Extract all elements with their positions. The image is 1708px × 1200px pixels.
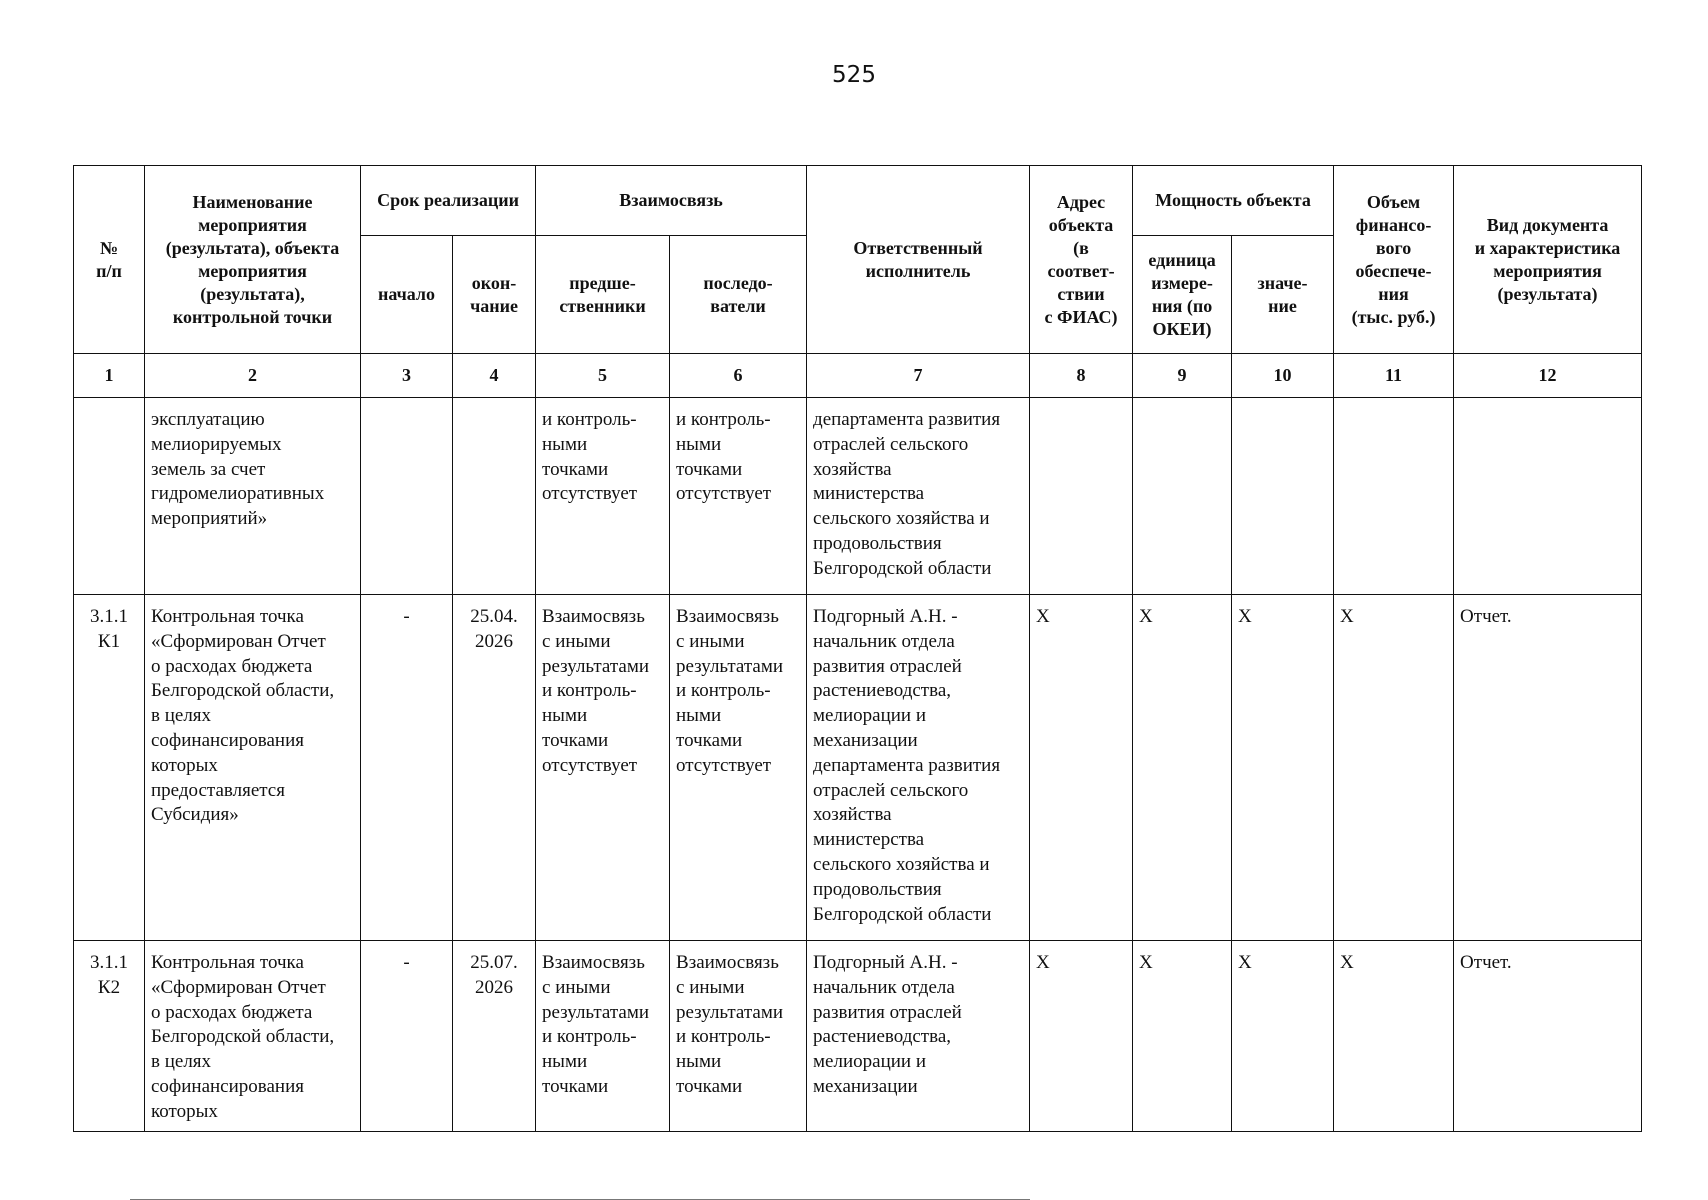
column-number: 1 — [74, 354, 145, 398]
header-address: Адрес объекта (в соответ- ствии с ФИАС) — [1030, 166, 1133, 354]
row-responsible: департамента развития отраслей сельского хозяйства министерства сельского хозяйства и продовольствия Белгородской области — [807, 398, 1030, 595]
row-address — [1030, 398, 1133, 595]
header-successors: последо- ватели — [670, 236, 807, 354]
row-start — [361, 398, 453, 595]
header-number: № п/п — [74, 166, 145, 354]
header-relation: Взаимосвязь — [536, 166, 807, 236]
column-numbers-row — [74, 354, 1642, 398]
header-capacity: Мощность объекта — [1133, 166, 1334, 236]
row-number — [74, 398, 145, 595]
row-predecessors: Взаимосвязь с иными результатами и контроль- ными точками — [536, 941, 670, 1132]
row-unit — [1133, 398, 1232, 595]
row-start: - — [361, 941, 453, 1132]
column-number: 4 — [453, 354, 536, 398]
column-number: 8 — [1030, 354, 1133, 398]
header-volume: Объем финансо- вого обеспече- ния (тыс. руб.) — [1334, 166, 1454, 354]
row-value: Х — [1232, 595, 1334, 941]
header-document: Вид документа и характеристика мероприятия (результата) — [1454, 166, 1642, 354]
row-predecessors: Взаимосвязь с иными результатами и контроль- ными точками отсутствует — [536, 595, 670, 941]
row-value: Х — [1232, 941, 1334, 1132]
row-start: - — [361, 595, 453, 941]
table-row — [74, 398, 1642, 595]
measures-table — [73, 165, 1642, 1132]
row-name: Контрольная точка «Сформирован Отчет о расходах бюджета Белгородской области, в целях софинансирования которых предоставляется Субсидия» — [145, 595, 361, 941]
header-row-top — [74, 166, 1642, 236]
header-responsible: Ответственный исполнитель — [807, 166, 1030, 354]
header-start: начало — [361, 236, 453, 354]
row-volume — [1334, 398, 1454, 595]
row-volume: Х — [1334, 941, 1454, 1132]
row-number: 3.1.1 К2 — [74, 941, 145, 1132]
row-successors: Взаимосвязь с иными результатами и контроль- ными точками отсутствует — [670, 595, 807, 941]
column-number: 12 — [1454, 354, 1642, 398]
column-number: 9 — [1133, 354, 1232, 398]
row-end — [453, 398, 536, 595]
row-successors: и контроль- ными точками отсутствует — [670, 398, 807, 595]
column-number: 5 — [536, 354, 670, 398]
row-document: Отчет. — [1454, 595, 1642, 941]
header-unit: единица измере- ния (по ОКЕИ) — [1133, 236, 1232, 354]
row-volume: Х — [1334, 595, 1454, 941]
row-responsible: Подгорный А.Н. - начальник отдела развития отраслей растениеводства, мелиорации и механизации — [807, 941, 1030, 1132]
row-end: 25.04. 2026 — [453, 595, 536, 941]
row-responsible: Подгорный А.Н. - начальник отдела развития отраслей растениеводства, мелиорации и механизации департамента развития отраслей сельского хозяйства министерства сельского хозяйства и продовольствия Белгородской области — [807, 595, 1030, 941]
row-address: Х — [1030, 595, 1133, 941]
column-number: 7 — [807, 354, 1030, 398]
header-name: Наименование мероприятия (результата), объекта мероприятия (результата), контрольной точки — [145, 166, 361, 354]
row-document — [1454, 398, 1642, 595]
row-successors: Взаимосвязь с иными результатами и контроль- ными точками — [670, 941, 807, 1132]
table-row — [74, 941, 1642, 1132]
row-value — [1232, 398, 1334, 595]
page-number: 525 — [832, 62, 876, 88]
header-end: окон- чание — [453, 236, 536, 354]
column-number: 11 — [1334, 354, 1454, 398]
header-predecessors: предше- ственники — [536, 236, 670, 354]
row-unit: Х — [1133, 941, 1232, 1132]
row-document: Отчет. — [1454, 941, 1642, 1132]
column-number: 2 — [145, 354, 361, 398]
header-value: значе- ние — [1232, 236, 1334, 354]
header-term: Срок реализации — [361, 166, 536, 236]
row-predecessors: и контроль- ными точками отсутствует — [536, 398, 670, 595]
row-name: эксплуатацию мелиорируемых земель за счет гидромелиоративных мероприятий» — [145, 398, 361, 595]
row-name: Контрольная точка «Сформирован Отчет о расходах бюджета Белгородской области, в целях софинансирования которых — [145, 941, 361, 1132]
row-address: Х — [1030, 941, 1133, 1132]
row-number: 3.1.1 К1 — [74, 595, 145, 941]
column-number: 3 — [361, 354, 453, 398]
column-number: 6 — [670, 354, 807, 398]
table-row — [74, 595, 1642, 941]
row-end: 25.07. 2026 — [453, 941, 536, 1132]
row-unit: Х — [1133, 595, 1232, 941]
column-number: 10 — [1232, 354, 1334, 398]
